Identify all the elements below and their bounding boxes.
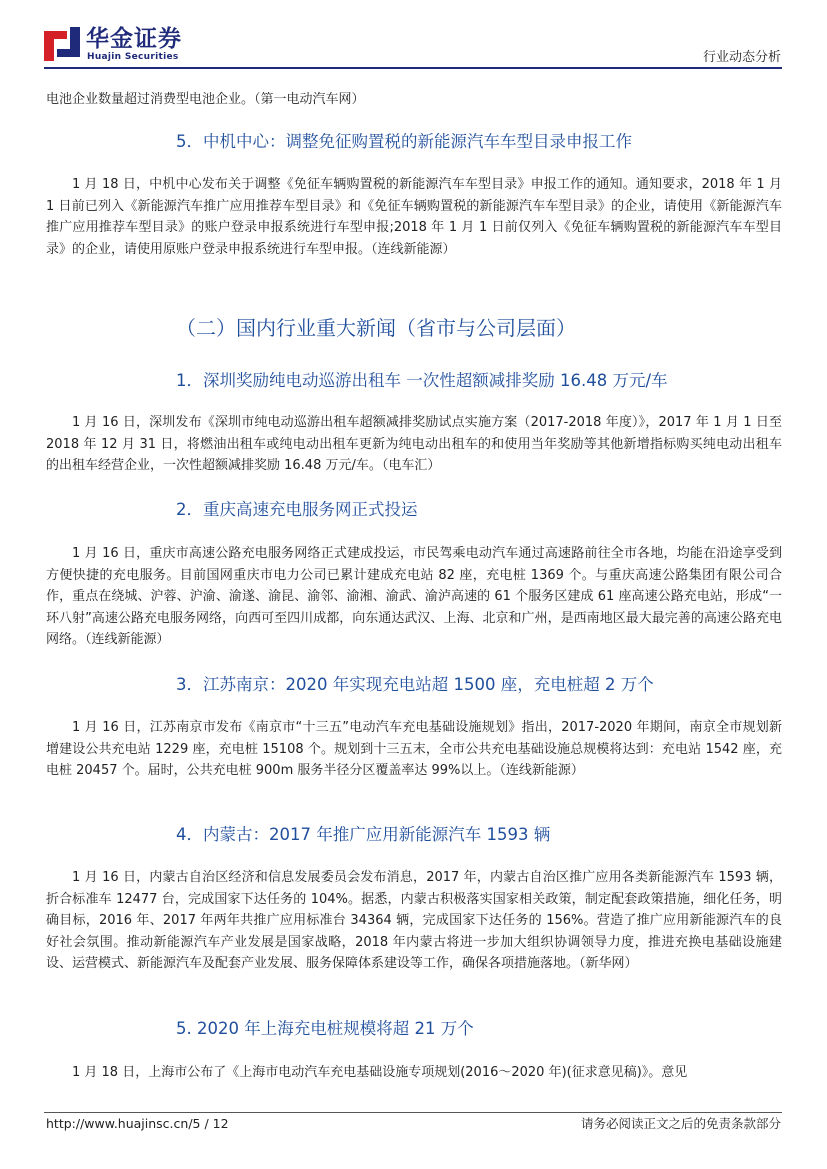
report-type-label: 行业动态分析 xyxy=(702,50,781,65)
brand-name-cn: 华金证券 xyxy=(86,26,182,52)
part-2-title: （二）国内行业重大新闻（省市与公司层面） xyxy=(176,316,576,340)
news-5-body: 1 月 18 日，上海市公布了《上海市电动汽车充电基础设施专项规划(2016～2020 年)(征求意见稿)》。意见 xyxy=(72,1065,688,1080)
header-divider xyxy=(44,67,782,69)
news-3-title: 3．江苏南京：2020 年实现充电站超 1500 座，充电桩超 2 万个 xyxy=(176,675,654,694)
news-3-body: 1 月 16 日，江苏南京市发布《南京市“十三五”电动汽车充电基础设施规划》指出，2017-2020 年期间，南京全市规划新增建设公共充电站 1229 座，充电桩 15108 个。规划到十三五末，全市公共充电基础设施总规模将达到：充电站 1542 座，充电桩 20457 个。届时，公共充电桩 900m 服务半径分区覆盖率达 99%以上。（连线新能源） xyxy=(46,720,782,778)
news-4-body: 1 月 16 日，内蒙古自治区经济和信息发展委员会发布消息，2017 年，内蒙古自治区推广应用各类新能源汽车 1593 辆，折合标准车 12477 台，完成国家下达任务的 104%。据悉，内蒙古积极落实国家相关政策，制定配套政策措施，细化任务，明确目标，2016 年、2017 年两年共推广应用标准台 34364 辆，完成国家下达任务的 156%。营造了推广应用新能源汽车的良好社会氛围。推动新能源汽车产业发展是国家战略，2018 年内蒙古将进一步加大组织协调领导力度，推进充换电基础设施建设、运营模式、新能源汽车及配套产业发展、服务保障体系建设等工作，确保各项措施落地。（新华网） xyxy=(46,870,782,971)
news-1-body: 1 月 16 日，深圳发布《深圳市纯电动巡游出租车超额减排奖励试点实施方案（2017-2018 年度）》，2017 年 1 月 1 日至 2018 年 12 月 31 日，将燃油出租车或纯电动出租车更新为纯电动出租车的和使用当年奖励等其他新增指标购买纯电动出租车的出租车经营企业，一次性超额减排奖励 16.48 万元/车。（电车汇） xyxy=(46,415,782,473)
section-5-title: 5．中机中心：调整免征购置税的新能源汽车车型目录申报工作 xyxy=(176,132,632,151)
section-5-body: 1 月 18 日，中机中心发布关于调整《免征车辆购置税的新能源汽车车型目录》申报工作的通知。通知要求，2018 年 1 月 1 日前已列入《新能源汽车推广应用推荐车型目录》和《免征车辆购置税的新能源汽车车型目录》的企业，请使用《新能源汽车推广应用推荐车型目录》的账户登录申报系统进行车型申报;2018 年 1 月 1 日前仅列入《免征车辆购置税的新能源汽车车型目录》的企业，请使用原账户登录申报系统进行车型申报。（连线新能源） xyxy=(46,177,782,257)
news-2-title: 2．重庆高速充电服务网正式投运 xyxy=(176,500,418,519)
footer-divider xyxy=(44,1112,782,1113)
footer-disclaimer: 请务必阅读正文之后的免责条款部分 xyxy=(580,1116,781,1131)
news-2-body: 1 月 16 日，重庆市高速公路充电服务网络正式建成投运，市民驾乘电动汽车通过高速路前往全市各地，均能在沿途享受到方便快捷的充电服务。目前国网重庆市电力公司已累计建成充电站 82 座，充电桩 1369 个。与重庆高速公路集团有限公司合作，重点在绕城、沪蓉、沪渝、渝遂、渝昆、渝邻、渝湘、渝武、渝泸高速的 61 个服务区建成 61 座高速公路充电站，形成“一环八射”高速公路充电服务网络，向西可至四川成都，向东通达武汉、上海、北京和广州，是西南地区最大最完善的高速公路充电网络。（连线新能源） xyxy=(46,546,782,647)
page-header xyxy=(0,0,827,72)
huajin-logo-icon xyxy=(44,27,80,63)
brand-name-en: Huajin Securities xyxy=(87,52,179,62)
news-4-title: 4．内蒙古：2017 年推广应用新能源汽车 1593 辆 xyxy=(176,825,551,844)
news-1-title: 1．深圳奖励纯电动巡游出租车 一次性超额减排奖励 16.48 万元/车 xyxy=(176,371,668,390)
footer-url-page[interactable]: http://www.huajinsc.cn/5 / 12 xyxy=(46,1116,229,1131)
continued-paragraph: 电池企业数量超过消费型电池企业。（第一电动汽车网） xyxy=(46,92,365,107)
news-5-title: 5. 2020 年上海充电桩规模将超 21 万个 xyxy=(176,1019,474,1038)
